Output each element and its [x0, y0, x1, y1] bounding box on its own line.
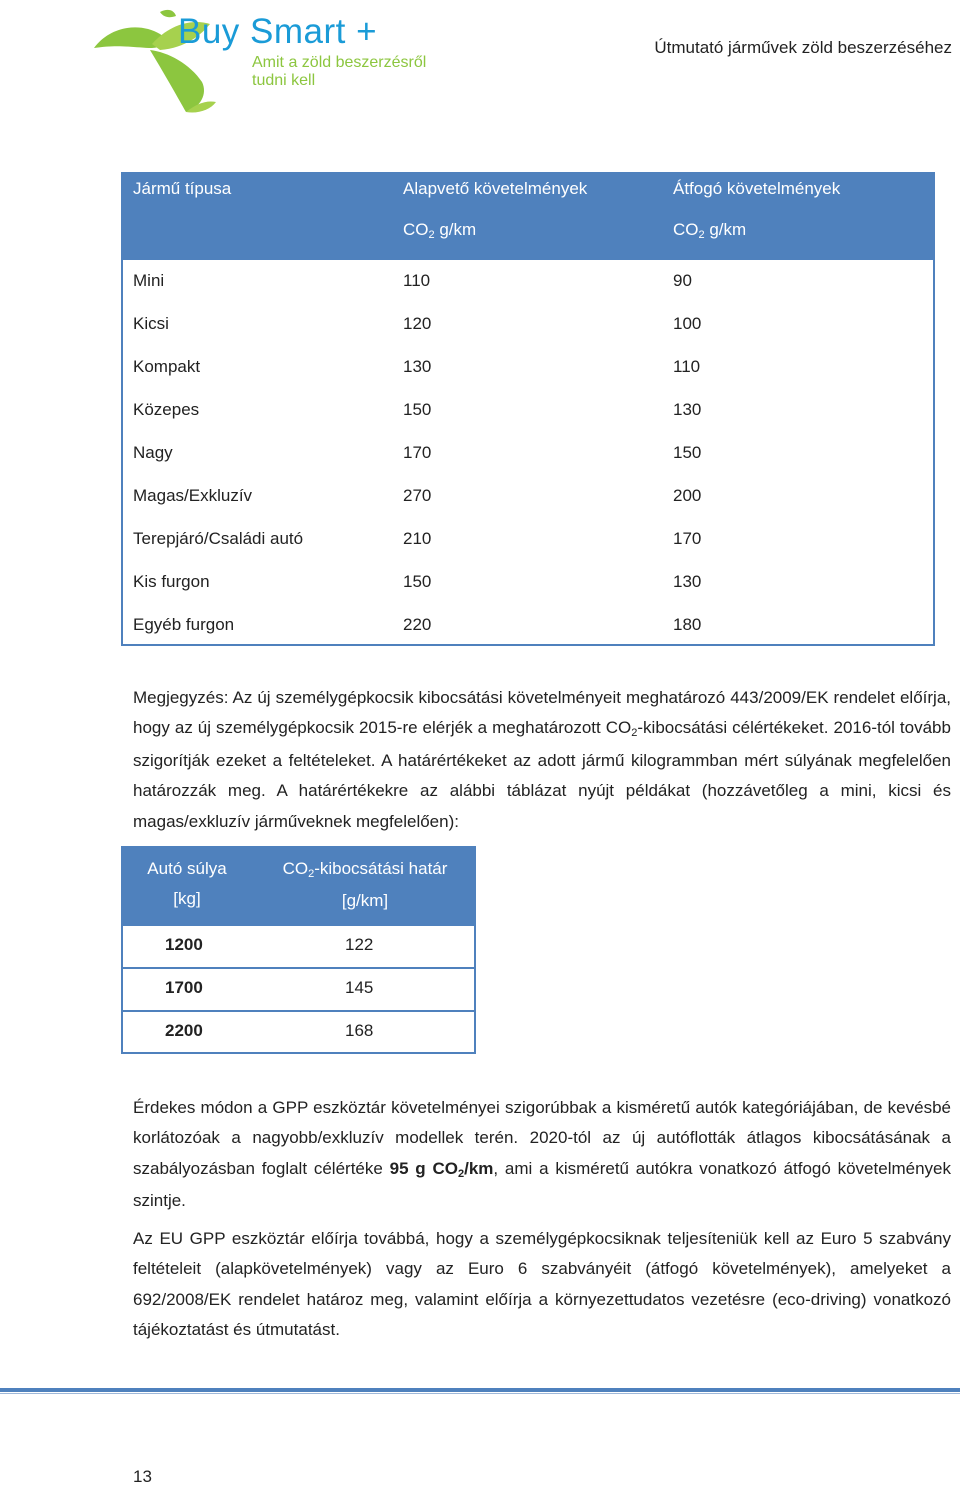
- table-row: [123, 475, 933, 518]
- comprehensive-value: 170: [673, 529, 702, 548]
- vehicle-type: Kis furgon: [133, 572, 210, 591]
- basic-value: 120: [403, 314, 432, 333]
- basic-value: 150: [403, 572, 432, 591]
- target-value: 95 g $CO_2/km$: [389, 1158, 494, 1180]
- emission-requirements-table: [121, 172, 935, 646]
- weight-value: 1200: [165, 935, 203, 954]
- column-header-weight: Autó súlya [kg]: [147, 859, 227, 908]
- vehicle-type: Kompakt: [133, 357, 201, 376]
- table-row: [123, 389, 933, 432]
- column-header-vehicle-type: Jármű típusa: [133, 179, 232, 198]
- comprehensive-value: 100: [673, 314, 702, 333]
- logo-title: Buy Smart +: [178, 12, 378, 51]
- vehicle-type: Nagy: [133, 443, 173, 462]
- table-row: [123, 561, 933, 604]
- logo: [90, 4, 450, 116]
- comprehensive-value: 200: [673, 486, 702, 505]
- table-row: [123, 260, 933, 303]
- weight-value: 1700: [165, 978, 203, 997]
- limit-value: 122: [345, 935, 374, 954]
- basic-value: 170: [403, 443, 432, 462]
- basic-value: 270: [403, 486, 432, 505]
- footer-divider: [0, 1388, 960, 1392]
- column-header-basic: Alapvető követelmények: [403, 179, 588, 198]
- gpp-paragraph: Érdekes módon a GPP eszköztár követelményei szigorúbbak a kisméretű autók kategóriájában, de kevésbé korlátozóak a nagyobb/exkluzív modellek terén. 2020-tól az új autóflották átlagos kibocsátásának a szabályozásban foglalt célértéke 95 g $CO_2/km$, ami a kisméretű autókra vonatkozó átfogó követelmények szintje.: [133, 1098, 951, 1211]
- table-header: [123, 174, 933, 260]
- logo-subtitle: Amit a zöld beszerzésről tudni kell: [252, 54, 427, 89]
- table-row: [123, 303, 933, 346]
- vehicle-type: Egyéb furgon: [133, 615, 235, 634]
- table-row: [123, 1010, 474, 1053]
- footer-divider-thin: [0, 1393, 960, 1394]
- vehicle-type: Közepes: [133, 400, 200, 419]
- table-row: [123, 604, 933, 647]
- page-number: 13: [133, 1467, 152, 1486]
- euro-standard-paragraph: Az EU GPP eszköztár előírja továbbá, hogy a személygépkocsiknak teljesíteniük kell az Euro 5 szabvány feltételeit (alapkövetelmények) vagy az Euro 6 szabványéit (átfogó követelmények), amelyeket a 692/2008/EK rendelet határoz meg, valamint előírja a környezettudatos vezetésre (eco-driving) vonatkozó tájékoztatást és útmutatást.: [133, 1229, 951, 1340]
- basic-value: 210: [403, 529, 432, 548]
- comprehensive-value: 110: [673, 357, 701, 376]
- vehicle-type: Mini: [133, 271, 165, 290]
- comprehensive-value: 130: [673, 572, 702, 591]
- vehicle-type: Kicsi: [133, 314, 169, 333]
- basic-value: 110: [403, 271, 431, 290]
- limit-value: 145: [345, 978, 374, 997]
- table-row: [123, 518, 933, 561]
- basic-value: 220: [403, 615, 432, 634]
- comprehensive-value: 180: [673, 615, 702, 634]
- table-row: [123, 967, 474, 1010]
- table-row: [123, 432, 933, 475]
- note-paragraph: Megjegyzés: Az új személygépkocsik kibocsátási követelményeit meghatározó 443/2009/EK rendelet előírja, hogy az új személygépkocsik 2015-re elérjék a meghatározott $CO_2$-kibocsátási célértékeket. 2016-tól tovább szigorítják ezeket a feltételeket. A határértékeket az adott jármű kilogrammban mért súlyának megfelelően határozzák meg. A határértékekre az alábbi táblázat nyújt példákat (hozzávetőleg a mini, kicsi és magas/exkluzív járműveknek megfelelően):: [133, 688, 951, 831]
- basic-value: 150: [403, 400, 432, 419]
- weight-value: 2200: [165, 1021, 203, 1040]
- document-title: Útmutató járművek zöld beszerzéséhez: [654, 38, 952, 57]
- comprehensive-value: 130: [673, 400, 702, 419]
- column-header-co2-limit: $CO_2$-kibocsátási határ [g/km]: [282, 859, 448, 910]
- table-row: [123, 924, 474, 967]
- column-header-comprehensive: Átfogó követelmények: [673, 179, 841, 198]
- vehicle-type: Magas/Exkluzív: [133, 486, 253, 505]
- limit-value: 168: [345, 1021, 374, 1040]
- column-unit-comprehensive: $CO_2$ g/km: [673, 220, 747, 241]
- comprehensive-value: 150: [673, 443, 702, 462]
- table-header: [123, 848, 474, 924]
- weight-limit-table: [121, 846, 476, 1054]
- basic-value: 130: [403, 357, 432, 376]
- table-row: [123, 346, 933, 389]
- vehicle-type: Terepjáró/Családi autó: [133, 529, 304, 548]
- column-unit-basic: $CO_2$ g/km: [403, 220, 477, 241]
- comprehensive-value: 90: [673, 271, 692, 290]
